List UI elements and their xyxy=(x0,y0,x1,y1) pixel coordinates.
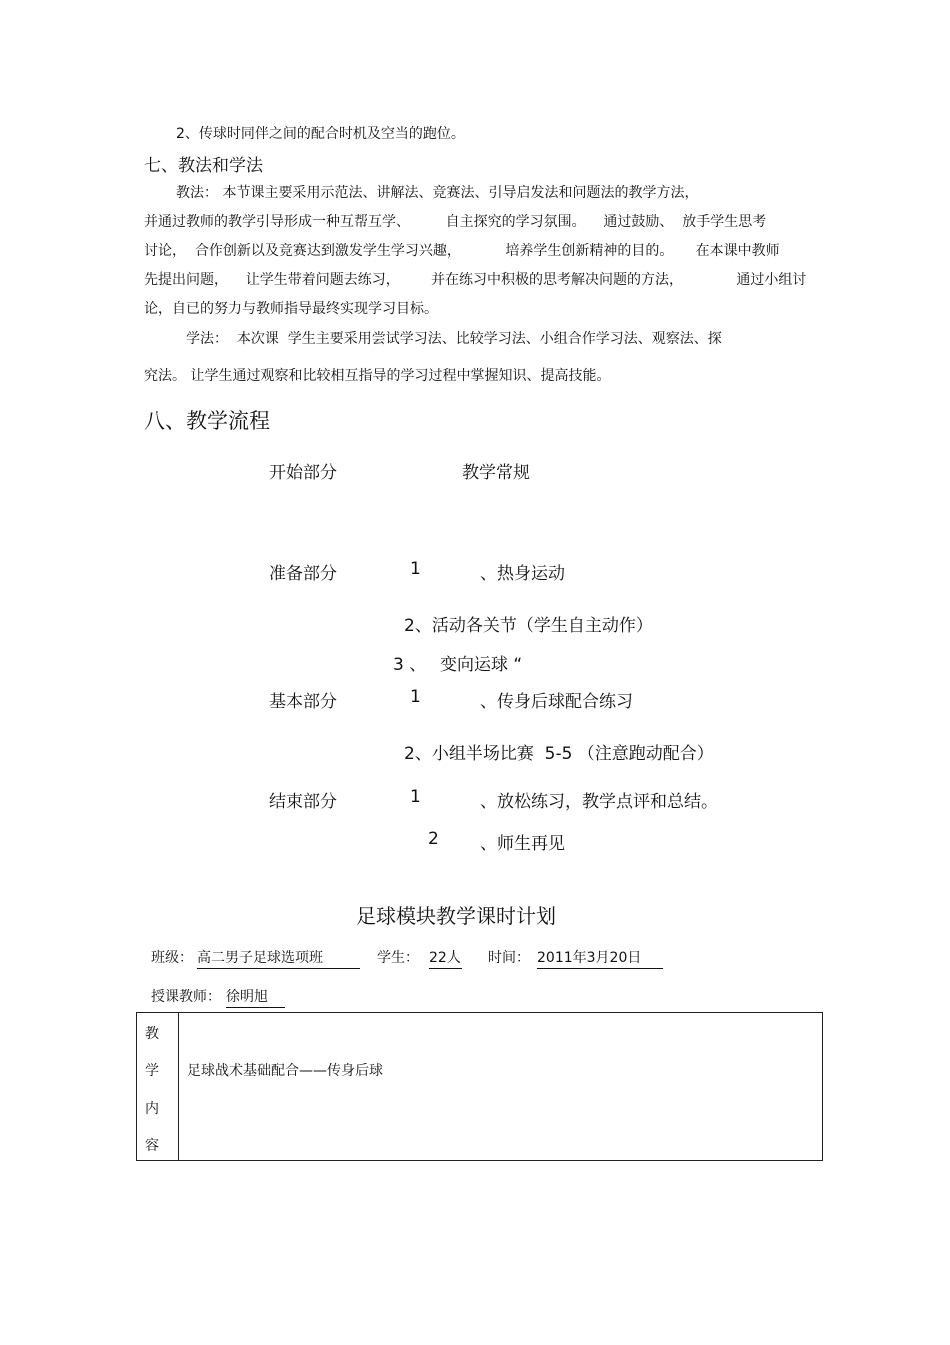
part-label-end: 结束部分 xyxy=(269,792,337,812)
teacher-value: 徐明旭 xyxy=(226,986,285,1008)
time-label: 时间： xyxy=(488,950,530,966)
lesson-content-table xyxy=(136,1012,823,1161)
time-value: 2011年3月20日 xyxy=(537,947,663,969)
end-item-number: 2 xyxy=(428,829,439,849)
class-label: 班级： xyxy=(151,950,193,966)
teaching-method-line: 教法： 本节课主要采用示范法、讲解法、竞赛法、引导启发法和问题法的教学方法， xyxy=(176,185,699,201)
basic-item-text: 2、小组半场比赛 5-5 （注意跑动配合） xyxy=(404,744,714,764)
learning-method-line: 学法： 本次课 学生主要采用尝试学习法、比较学习法、小组合作学习法、观察法、探 xyxy=(186,331,722,347)
teaching-method-line: 并通过教师的教学引导形成一种互帮互学、 自主探究的学习氛围。 通过鼓励、 放手学生思考 xyxy=(144,214,767,230)
prep-item-text: 、热身运动 xyxy=(480,564,565,584)
plan-title: 足球模块教学课时计划 xyxy=(356,904,556,928)
students-value: 22人 xyxy=(429,947,462,969)
start-item: 教学常规 xyxy=(462,463,530,483)
class-value: 高二男子足球选项班 xyxy=(197,947,360,969)
tactic-point-2: 2、传球时同伴之间的配合时机及空当的跑位。 xyxy=(176,126,465,142)
prep-item-number: 1 xyxy=(410,559,421,579)
end-item-text: 、放松练习，教学点评和总结。 xyxy=(480,792,718,812)
lesson-content-text: 足球战术基础配合——传身后球 xyxy=(187,1063,383,1079)
label-char: 教 xyxy=(145,1026,159,1042)
basic-item-number: 1 xyxy=(410,687,421,707)
end-item-number: 1 xyxy=(410,787,421,807)
prep-item-text: 2、活动各关节（学生自主动作） xyxy=(404,616,653,636)
prep-item-text: 变向运球 “ xyxy=(440,655,523,675)
basic-item-text: 、传身后球配合练习 xyxy=(480,692,633,712)
learning-method-line: 究法。 让学生通过观察和比较相互指导的学习过程中掌握知识、提高技能。 xyxy=(144,368,611,384)
part-label-prep: 准备部分 xyxy=(269,564,337,584)
label-char: 内 xyxy=(145,1101,159,1117)
end-item-text: 、师生再见 xyxy=(480,834,565,854)
teaching-method-line: 论，自已的努力与教师指导最终实现学习目标。 xyxy=(144,301,438,317)
teaching-method-line: 讨论， 合作创新以及竞赛达到激发学生学习兴趣， 培养学生创新精神的目的。 在本课中教师 xyxy=(144,243,780,259)
section-heading-methods: 七、教法和学法 xyxy=(144,156,263,176)
section-heading-process: 八、教学流程 xyxy=(144,409,270,433)
teacher-label: 授课教师： xyxy=(151,989,221,1005)
teaching-method-line: 先提出问题， 让学生带着问题去练习， 并在练习中积极的思考解决问题的方法， 通过小组讨 xyxy=(144,272,807,288)
prep-item-number: 3 、 xyxy=(393,655,427,675)
students-label: 学生： xyxy=(377,950,419,966)
label-char: 容 xyxy=(145,1138,159,1154)
part-label-start: 开始部分 xyxy=(269,463,337,483)
content-label-column xyxy=(137,1013,179,1160)
part-label-basic: 基本部分 xyxy=(269,692,337,712)
label-char: 学 xyxy=(145,1063,159,1079)
